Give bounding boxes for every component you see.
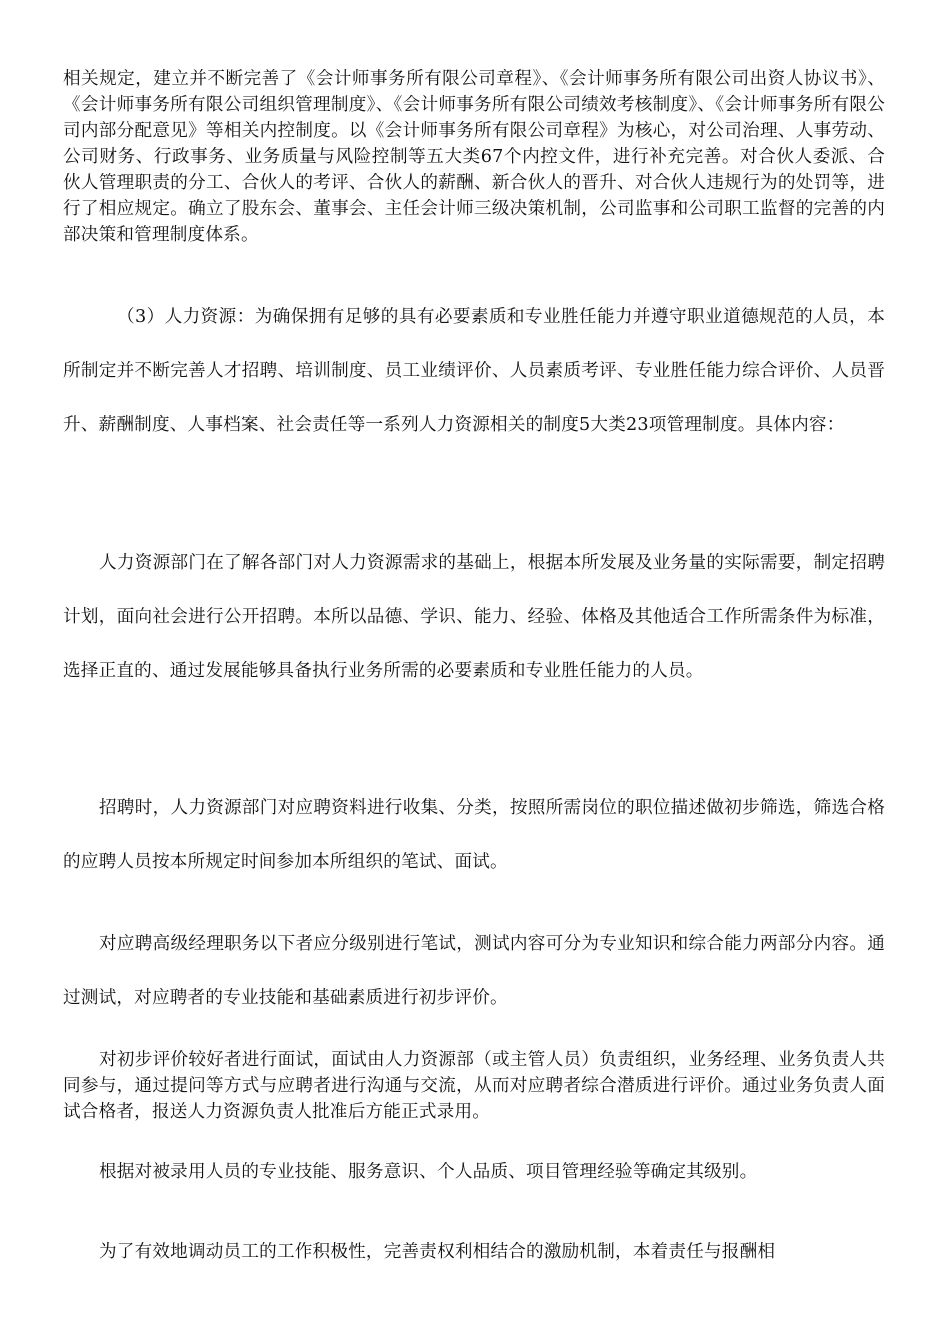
paragraph-written-test: 对应聘高级经理职务以下者应分级别进行笔试，测试内容可分为专业知识和综合能力两部分内容。通过测试，对应聘者的专业技能和基础素质进行初步评价。 (63, 934, 885, 1008)
paragraph-incentive-mechanism: 为了有效地调动员工的工作积极性，完善责权利相结合的激励机制，本着责任与报酬相 (99, 1242, 776, 1262)
paragraph-internal-control-rules: 相关规定，建立并不断完善了《会计师事务所有限公司章程》、《会计师事务所有限公司出资人协议书》、《会计师事务所有限公司组织管理制度》、《会计师事务所有限公司绩效考核制度》、《会计师事务所有限公司内部分配意见》等相关内控制度。以《会计师事务所有限公司章程》为核心，对公司治理、人事劳动、公司财务、行政事务、业务质量与风险控制等五大类67个内控文件，进行补充完善。对合伙人委派、合伙人管理职责的分工、合伙人的考评、合伙人的薪酬、新合伙人的晋升、对合伙人违规行为的处罚等，进行了相应规定。确立了股东会、董事会、主任会计师三级决策机制，公司监事和公司职工监督的完善的内部决策和管理制度体系。 (63, 69, 885, 245)
paragraph-level-determination: 根据对被录用人员的专业技能、服务意识、个人品质、项目管理经验等确定其级别。 (99, 1162, 758, 1182)
paragraph-recruitment-plan: 人力资源部门在了解各部门对人力资源需求的基础上，根据本所发展及业务量的实际需要，制定招聘计划，面向社会进行公开招聘。本所以品德、学识、能力、经验、体格及其他适合工作所需条件为标准，选择正直的、通过发展能够具备执行业务所需的必要素质和专业胜任能力的人员。 (63, 553, 885, 681)
paragraph-human-resources-intro: （3）人力资源：为确保拥有足够的具有必要素质和专业胜任能力并遵守职业道德规范的人员，本所制定并不断完善人才招聘、培训制度、员工业绩评价、人员素质考评、专业胜任能力综合评价、人员晋升、薪酬制度、人事档案、社会责任等一系列人力资源相关的制度5大类23项管理制度。具体内容： (63, 307, 885, 435)
paragraph-recruitment-screening: 招聘时，人力资源部门对应聘资料进行收集、分类，按照所需岗位的职位描述做初步筛选，筛选合格的应聘人员按本所规定时间参加本所组织的笔试、面试。 (63, 798, 885, 872)
paragraph-interview: 对初步评价较好者进行面试，面试由人力资源部（或主管人员）负责组织，业务经理、业务负责人共同参与，通过提问等方式与应聘者进行沟通与交流，从而对应聘者综合潜质进行评价。通过业务负责人面试合格者，报送人力资源负责人批准后方能正式录用。 (63, 1050, 885, 1122)
